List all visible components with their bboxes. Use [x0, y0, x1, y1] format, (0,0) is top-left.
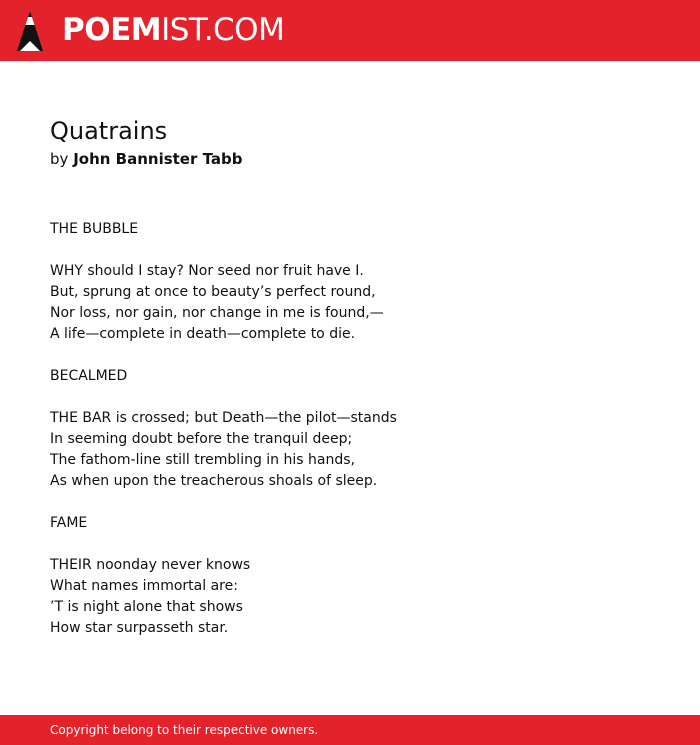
poem-line: How star surpasseth star. [50, 620, 229, 636]
site-footer [0, 715, 700, 745]
section-heading: BECALMED [50, 368, 128, 384]
poem-line: THEIR noonday never knows [50, 557, 251, 573]
byline [50, 149, 650, 169]
site-header [0, 0, 700, 61]
poem-line: The fathom-line still trembling in his hands, [50, 452, 355, 468]
poem-line: Nor loss, nor gain, nor change in me is found,— [50, 305, 384, 321]
poem-line: ’T is night alone that shows [50, 599, 243, 615]
section-heading: THE BUBBLE [50, 221, 139, 237]
poem-line: What names immortal are: [50, 578, 238, 594]
poem-line: THE BAR is crossed; but Death—the pilot—stands [50, 410, 397, 426]
section-heading: FAME [50, 515, 88, 531]
pencil-tip-icon[interactable] [17, 11, 43, 51]
author-name: John Bannister Tabb [73, 150, 243, 168]
poem-line: A life—complete in death—complete to die. [50, 326, 356, 342]
brand-bold-text: POEM [62, 12, 162, 48]
stanza [50, 408, 650, 492]
copyright-text: Copyright belong to their respective owners. [50, 723, 319, 737]
poem-line: As when upon the treacherous shoals of sleep. [50, 473, 378, 489]
site-logo-link[interactable] [62, 12, 285, 48]
poem-line: In seeming doubt before the tranquil deep; [50, 431, 353, 447]
poem-line: WHY should I stay? Nor seed nor fruit have I. [50, 263, 364, 279]
poem-title: Quatrains [50, 117, 168, 145]
poem-content [50, 116, 650, 660]
poem-line: But, sprung at once to beauty’s perfect round, [50, 284, 376, 300]
brand-light-text: IST.COM [161, 12, 285, 48]
poem-body [50, 219, 650, 639]
stanza [50, 261, 650, 345]
by-label: by [50, 150, 69, 168]
stanza [50, 555, 650, 639]
